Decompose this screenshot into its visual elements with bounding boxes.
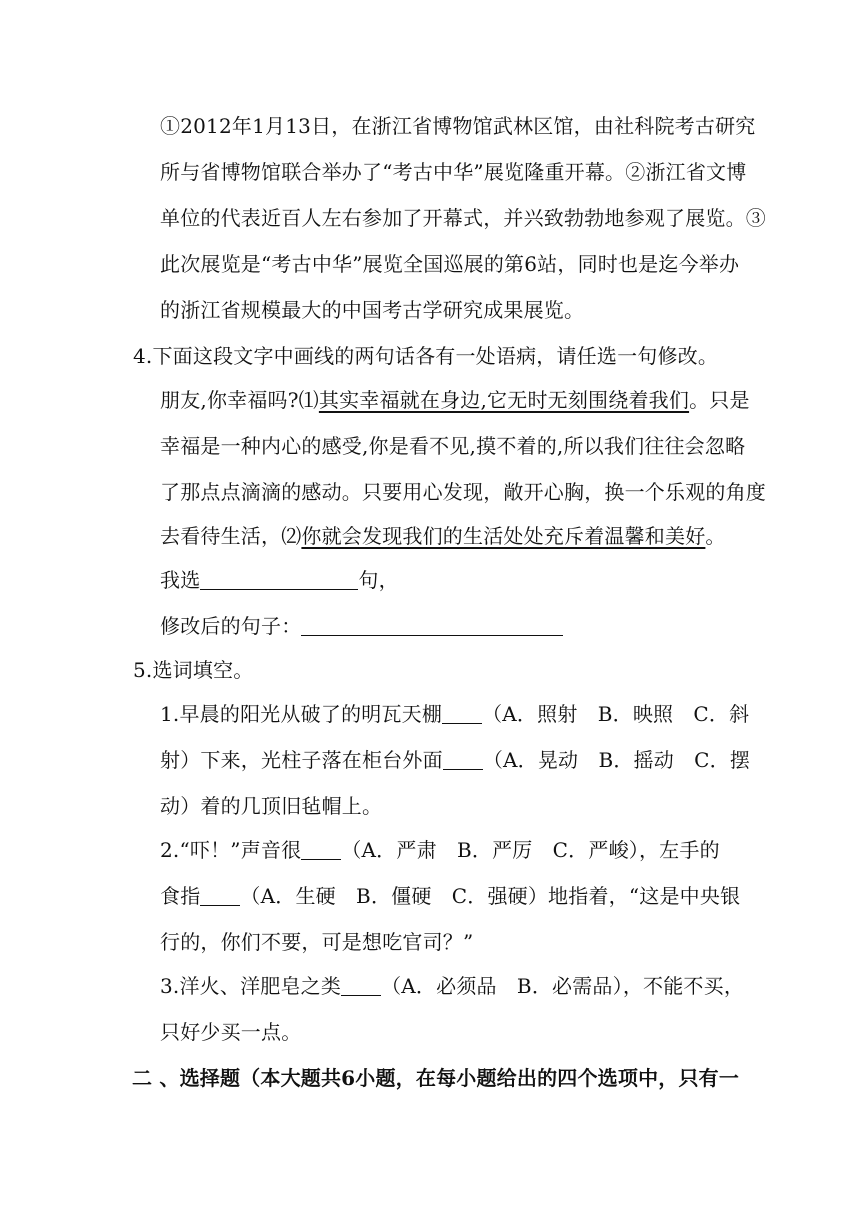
choice-blank[interactable] xyxy=(200,569,358,590)
fill-blank[interactable] xyxy=(443,749,483,770)
passage-line-4: 此次展览是“考古中华”展览全国巡展的第6站，同时也是迄今举办 xyxy=(160,252,740,276)
passage-line-3: 单位的代表近百人左右参加了开幕式，并兴致勃勃地参观了展览。③ xyxy=(160,206,766,230)
q5-text-segment: 2.“吓！”声音很 xyxy=(160,838,302,862)
q5-text-segment: 1.早晨的阳光从破了的明瓦天棚 xyxy=(160,702,443,726)
q5-text-segment: （A．晃动 B．摇动 C．摆 xyxy=(482,748,751,772)
q4-text-line-3: 了那点点滴滴的感动。只要用心发现，敞开心胸，换一个乐观的角度 xyxy=(160,480,766,504)
q5-text-segment: （A．生硬 B．僵硬 C．强硬）地指着，“这是中央银 xyxy=(240,884,741,908)
q4-text-line-4 xyxy=(160,522,726,550)
passage-line-5: 的浙江省规模最大的中国考古学研究成果展览。 xyxy=(160,298,585,322)
q4-text-segment: 。只是 xyxy=(689,388,750,412)
fill-blank[interactable] xyxy=(442,703,482,724)
q4-text-segment: 。 xyxy=(705,524,726,548)
fill-blank[interactable] xyxy=(341,975,381,996)
q5-item-3-line-2: 只好少买一点。 xyxy=(160,1020,302,1044)
passage-line-1: ①2012年1月13日，在浙江省博物馆武林区馆，由社科院考古研究 xyxy=(160,114,756,138)
q5-text-segment: （A．照射 B．映照 C．斜 xyxy=(482,702,750,726)
choice-label: 我选 xyxy=(160,568,201,592)
q4-text-segment: 朋友,你幸福吗?⑴ xyxy=(160,388,319,412)
q5-text-segment: 3.洋火、洋肥皂之类 xyxy=(160,974,342,998)
section-2-heading: 二 、选择题（本大题共6小题，在每小题给出的四个选项中，只有一 xyxy=(132,1066,740,1090)
choice-suffix: 句， xyxy=(358,568,399,592)
fill-blank[interactable] xyxy=(301,839,341,860)
q5-text-segment: （A．严肃 B．严厉 C．严峻），左手的 xyxy=(341,838,720,862)
question-4-stem: 4.下面这段文字中画线的两句话各有一处语病，请任选一句修改。 xyxy=(133,344,719,368)
q5-text-segment: 食指 xyxy=(160,884,201,908)
underlined-sentence-2: 你就会发现我们的生活处处充斥着温馨和美好 xyxy=(301,524,706,548)
q5-item-2-line-3: 行的，你们不要，可是想吃官司？” xyxy=(160,930,474,954)
choice-line xyxy=(160,566,399,594)
q4-text-line-1 xyxy=(160,386,750,414)
passage-line-2: 所与省博物馆联合举办了“考古中华”展览隆重开幕。②浙江省文博 xyxy=(160,160,747,184)
underlined-sentence-1: 其实幸福就在身边,它无时无刻围绕着我们 xyxy=(318,388,690,412)
q4-text-line-2: 幸福是一种内心的感受,你是看不见,摸不着的,所以我们往往会忽略 xyxy=(160,434,746,458)
question-5-stem: 5.选词填空。 xyxy=(133,658,254,682)
q5-text-segment: （A．必须品 B．必需品），不能不买， xyxy=(381,974,745,998)
revision-label: 修改后的句子： xyxy=(160,614,302,638)
revision-blank[interactable] xyxy=(301,615,563,636)
q5-item-1-line-1 xyxy=(160,700,749,728)
q5-item-3-line-1 xyxy=(160,972,744,1000)
q4-text-segment: 去看待生活，⑵ xyxy=(160,524,302,548)
q5-text-segment: 射）下来，光柱子落在柜台外面 xyxy=(160,748,443,772)
q5-item-1-line-3: 动）着的几顶旧毡帽上。 xyxy=(160,794,383,818)
q5-item-1-line-2 xyxy=(160,746,750,774)
q5-item-2-line-1 xyxy=(160,836,720,864)
revision-line xyxy=(160,612,563,640)
fill-blank[interactable] xyxy=(200,885,240,906)
q5-item-2-line-2 xyxy=(160,882,740,910)
